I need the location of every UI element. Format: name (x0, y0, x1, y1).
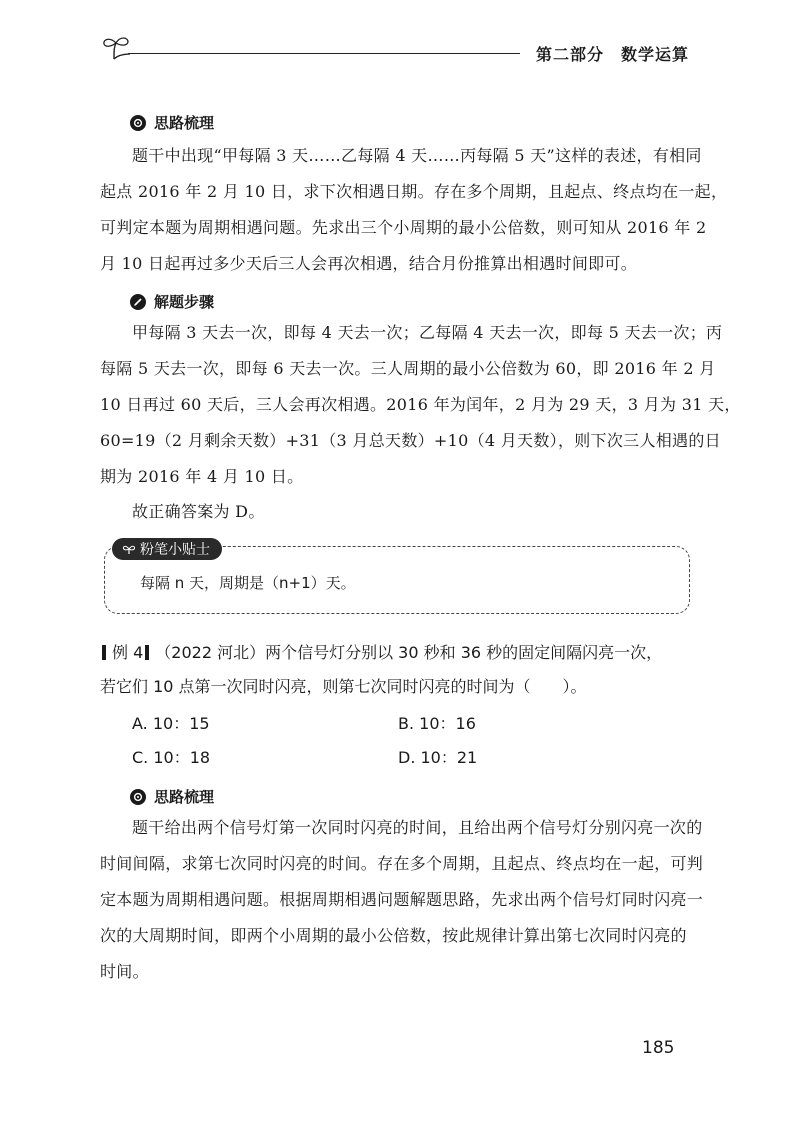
text-line: 时间。 (100, 962, 149, 981)
section-heading-label: 解题步骤 (154, 293, 215, 311)
section-heading-analysis (130, 112, 214, 133)
option-a: A. 10：15 (132, 714, 210, 733)
section-heading-label: 思路梳理 (154, 788, 215, 806)
text-line: 题干中出现“甲每隔 3 天……乙每隔 4 天……丙每隔 5 天”这样的表述，有相同 (132, 146, 702, 165)
text-line: 时间间隔，求第七次同时闪亮的时间。存在多个周期，且起点、终点均在一起，可判 (100, 854, 704, 873)
answer-text: 故正确答案为 D。 (132, 502, 265, 521)
sprout-icon (122, 543, 136, 555)
page-number: 185 (642, 1038, 675, 1058)
analysis-paragraph (100, 138, 728, 282)
text-line: 月 10 日起再过多少天后三人会再次相遇，结合月份推算出相遇时间即可。 (100, 254, 638, 273)
text-line: 10 日再过 60 天后，三人会再次相遇。2016 年为闰年，2 月为 29 天，3 月为 31 天， (100, 395, 741, 414)
steps-paragraph (100, 315, 741, 495)
section-heading-analysis-2 (130, 786, 214, 807)
section-heading-steps (130, 291, 214, 312)
text-line: 次的大周期时间，即两个小周期的最小公倍数，按此规律计算出第七次同时闪亮的 (100, 926, 687, 945)
gear-icon (130, 115, 146, 131)
text-line: 期为 2016 年 4 月 10 日。 (100, 467, 304, 486)
text-line: 甲每隔 3 天去一次，即每 4 天去一次；乙每隔 4 天去一次，即每 5 天去一次；丙 (132, 323, 723, 342)
section-heading-label: 思路梳理 (154, 114, 215, 132)
pencil-icon (130, 294, 146, 310)
example-marker (102, 645, 106, 660)
tip-text: 每隔 n 天，周期是（n+1）天。 (140, 574, 356, 592)
header-rule (128, 53, 520, 54)
option-c: C. 10：18 (132, 748, 211, 767)
text-line: 起点 2016 年 2 月 10 日，求下次相遇日期。存在多个周期，且起点、终点均在一起， (100, 182, 728, 201)
example-label: 例 4 (112, 643, 144, 662)
example-question-line (100, 640, 662, 663)
tip-label-tab (112, 538, 222, 560)
gear-icon (130, 789, 146, 805)
header-title: 第二部分 数学运算 (536, 45, 690, 64)
answer-line (100, 494, 700, 530)
example-text: （2022 河北）两个信号灯分别以 30 秒和 36 秒的固定间隔闪亮一次， (155, 643, 663, 662)
text-line: 每隔 5 天去一次，即每 6 天去一次。三人周期的最小公倍数为 60，即 2016 年 2 月 (100, 359, 716, 378)
text-line: 可判定本题为周期相遇问题。先求出三个小周期的最小公倍数，则可知从 2016 年 2 (100, 218, 707, 237)
example-marker (145, 645, 149, 660)
text-line: 60=19（2 月剩余天数）+31（3 月总天数）+10（4 月天数），则下次三人相遇的日 (100, 431, 721, 450)
option-b: B. 10：16 (398, 714, 476, 733)
text-line: 题干给出两个信号灯第一次同时闪亮的时间，且给出两个信号灯分别闪亮一次的 (132, 818, 703, 837)
example-question-line-2: 若它们 10 点第一次同时闪亮，则第七次同时闪亮的时间为（ ）。 (100, 677, 587, 696)
analysis-paragraph-2 (100, 810, 704, 990)
text-line: 定本题为周期相遇问题。根据周期相遇问题解题思路，先求出两个信号灯同时闪亮一 (100, 890, 704, 909)
option-d: D. 10：21 (398, 748, 478, 767)
sprout-icon (100, 33, 134, 63)
tip-label: 粉笔小贴士 (140, 542, 210, 558)
